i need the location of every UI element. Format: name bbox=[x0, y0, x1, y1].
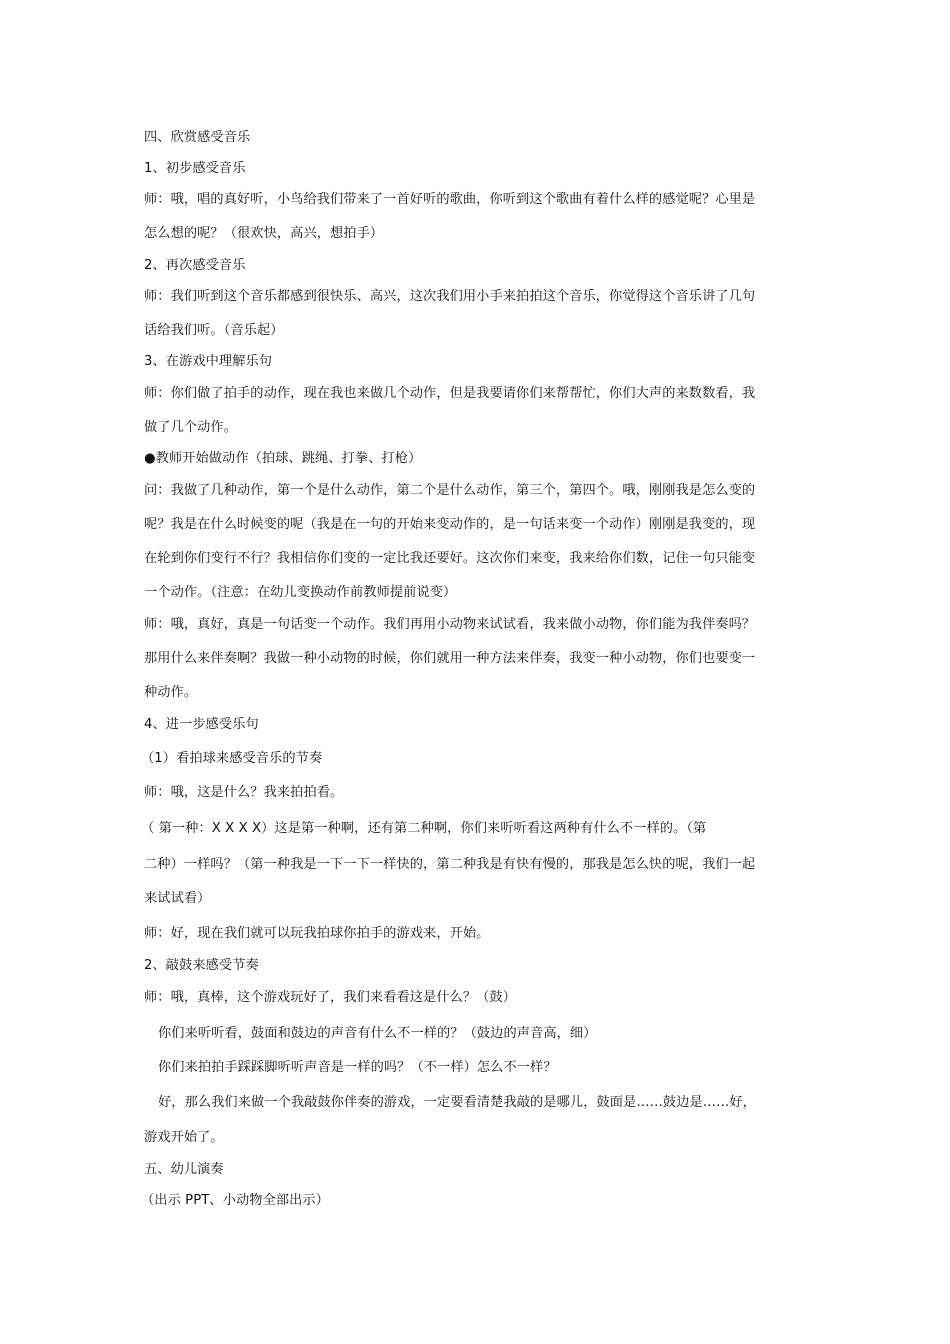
paragraph-line: 师：哦，这是什么？我来拍拍看。 bbox=[144, 785, 344, 800]
paragraph-line: 师：你们做了拍手的动作，现在我也来做几个动作，但是我要请你们来帮帮忙，你们大声的来数数看，我 bbox=[144, 386, 756, 401]
paragraph-line: 怎么想的呢？（很欢快，高兴，想拍手） bbox=[144, 226, 384, 241]
paragraph-line: 呢？我是在什么时候变的呢（我是在一句的开始来变动作的，是一句话来变一个动作）刚刚是我变的，现 bbox=[144, 517, 756, 532]
subheading-2: 2、再次感受音乐 bbox=[144, 258, 246, 273]
paragraph-line: 你们来拍拍手踩踩脚听听声音是一样的吗？（不一样）怎么不一样？ bbox=[158, 1060, 557, 1075]
paragraph-line: （出示 PPT、小动物全部出示） bbox=[141, 1193, 330, 1208]
subheading-1: 1、初步感受音乐 bbox=[144, 161, 246, 176]
paragraph-line: 师：哦，唱的真好听，小鸟给我们带来了一首好听的歌曲，你听到这个歌曲有着什么样的感觉呢？心里是 bbox=[144, 192, 756, 207]
paragraph-line: 问：我做了几种动作，第一个是什么动作，第二个是什么动作，第三个，第四个。哦，刚刚我是怎么变的 bbox=[144, 483, 756, 498]
paragraph-line: 游戏开始了。 bbox=[144, 1130, 224, 1145]
section-heading-4: 四、欣赏感受音乐 bbox=[144, 130, 251, 145]
paragraph-line: 在轮到你们变行不行？我相信你们变的一定比我还要好。这次你们来变，我来给你们数，记住一句只能变 bbox=[144, 551, 756, 566]
subheading-3: 3、在游戏中理解乐句 bbox=[144, 354, 273, 369]
paragraph-line: 来试试看） bbox=[144, 891, 211, 906]
subheading-4-1: （1）看拍球来感受音乐的节奏 bbox=[141, 751, 323, 766]
paragraph-line: 做了几个动作。 bbox=[144, 420, 238, 435]
paragraph-line: 那用什么来伴奏啊？我做一种小动物的时候，你们就用一种方法来伴奏，我变一种小动物，你们也要变一 bbox=[144, 651, 756, 666]
subheading-2b: 2、敲鼓来感受节奏 bbox=[144, 958, 259, 973]
paragraph-line: 师：好，现在我们就可以玩我拍球你拍手的游戏来，开始。 bbox=[144, 926, 490, 941]
paragraph-line: 师：哦，真好，真是一句话变一个动作。我们再用小动物来试试看，我来做小动物，你们能为我伴奏吗？ bbox=[144, 617, 756, 632]
bullet-line: ●教师开始做动作（拍球、跳绳、打拳、打枪） bbox=[144, 451, 422, 466]
paragraph-line: 二种）一样吗？（第一种我是一下一下一样快的，第二种我是有快有慢的，那我是怎么快的呢，我们一起 bbox=[144, 857, 756, 872]
section-heading-5: 五、幼儿演奏 bbox=[144, 1162, 224, 1177]
paragraph-line: 师：我们听到这个音乐都感到很快乐、高兴，这次我们用小手来拍拍这个音乐，你觉得这个音乐讲了几句 bbox=[144, 289, 756, 304]
paragraph-line: 你们来听听看，鼓面和鼓边的声音有什么不一样的？（鼓边的声音高，细） bbox=[158, 1026, 597, 1041]
paragraph-line: 话给我们听。（音乐起） bbox=[144, 323, 284, 338]
paragraph-line: 一个动作。（注意：在幼儿变换动作前教师提前说变） bbox=[144, 585, 457, 600]
subheading-4: 4、进一步感受乐句 bbox=[144, 717, 259, 732]
paragraph-line: 师：哦，真棒，这个游戏玩好了，我们来看看这是什么？（鼓） bbox=[144, 990, 517, 1005]
paragraph-line: （ 第一种：X X X X）这是第一种啊，还有第二种啊，你们来听听看这两种有什么不一样的。（第 bbox=[141, 821, 707, 836]
paragraph-line: 好，那么我们来做一个我敲鼓你伴奏的游戏，一定要看清楚我敲的是哪儿，鼓面是……鼓边是……好， bbox=[158, 1095, 756, 1110]
paragraph-line: 种动作。 bbox=[144, 685, 198, 700]
